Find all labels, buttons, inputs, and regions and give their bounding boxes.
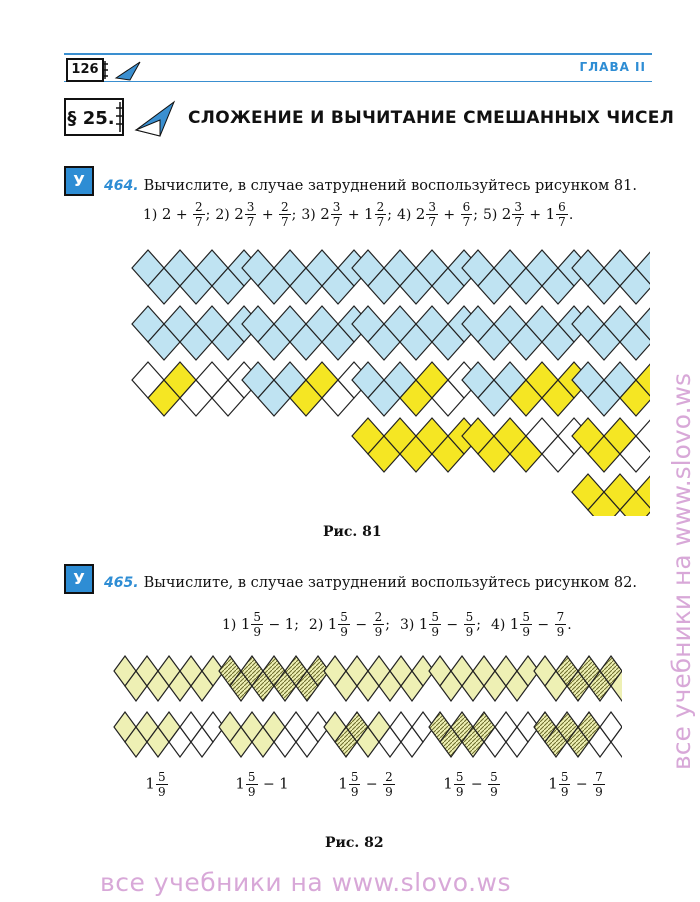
fraction bbox=[429, 610, 441, 639]
denominator: 9 bbox=[385, 785, 393, 799]
exercise-464-line bbox=[104, 175, 637, 194]
item-label: 1) bbox=[143, 206, 162, 223]
operator: − bbox=[361, 776, 383, 793]
fraction bbox=[251, 610, 263, 639]
item-label: 5) bbox=[482, 206, 502, 223]
item-label: 4) bbox=[490, 616, 510, 633]
operator: + bbox=[343, 206, 365, 223]
expression-item bbox=[482, 200, 574, 229]
fraction bbox=[512, 200, 524, 229]
operator: − bbox=[350, 616, 372, 633]
numerator: 5 bbox=[253, 610, 262, 624]
numerator: 5 bbox=[247, 770, 256, 784]
fraction bbox=[349, 770, 361, 799]
whole-part: 1 bbox=[509, 614, 520, 633]
whole-part: 1 bbox=[284, 614, 295, 633]
exercise-badge: У bbox=[64, 564, 94, 594]
whole-part: 1 bbox=[145, 774, 155, 793]
figure-81-caption: Рис. 81 bbox=[323, 524, 382, 540]
fraction bbox=[383, 770, 395, 799]
chapter-label: ГЛАВА II bbox=[579, 60, 646, 74]
denominator: 7 bbox=[246, 215, 255, 229]
expression-item bbox=[399, 610, 481, 639]
figure-82-label bbox=[117, 770, 197, 799]
item-terminator: ; bbox=[473, 206, 478, 223]
fraction bbox=[373, 610, 385, 639]
item-terminator: ; bbox=[385, 616, 390, 633]
operator: + bbox=[524, 206, 546, 223]
item-label: 3) bbox=[399, 616, 419, 633]
numerator: 2 bbox=[281, 200, 289, 214]
operator: − bbox=[571, 776, 593, 793]
numerator: 3 bbox=[514, 200, 522, 214]
denominator: 9 bbox=[522, 625, 530, 639]
item-label: 3) bbox=[301, 206, 321, 223]
exercise-465-line bbox=[104, 572, 637, 591]
denominator: 9 bbox=[350, 785, 359, 799]
numerator: 5 bbox=[157, 770, 166, 784]
figure-81 bbox=[130, 248, 650, 516]
whole-part: 1 bbox=[545, 204, 556, 223]
denominator: 7 bbox=[462, 215, 471, 229]
section-title: СЛОЖЕНИЕ И ВЫЧИТАНИЕ СМЕШАННЫХ ЧИСЕЛ bbox=[188, 108, 675, 128]
operator: + bbox=[171, 206, 193, 223]
numerator: 2 bbox=[376, 200, 385, 214]
numerator: 6 bbox=[558, 200, 566, 214]
bottom-watermark: все учебники на www.slovo.ws bbox=[100, 868, 511, 897]
header-rule-bottom bbox=[64, 81, 652, 82]
whole-part: 1 bbox=[235, 774, 245, 793]
fraction bbox=[488, 770, 500, 799]
operator: − bbox=[258, 776, 280, 793]
numerator: 5 bbox=[455, 770, 464, 784]
numerator: 2 bbox=[374, 610, 383, 624]
numerator: 5 bbox=[490, 770, 498, 784]
item-terminator: . bbox=[568, 206, 574, 223]
numerator: 6 bbox=[462, 200, 471, 214]
fraction bbox=[555, 610, 567, 639]
figure-82-label bbox=[327, 770, 407, 799]
figure-82-label bbox=[222, 770, 302, 799]
item-terminator: ; bbox=[291, 206, 297, 223]
operator: − bbox=[441, 616, 463, 633]
numerator: 3 bbox=[246, 200, 255, 214]
expression-item bbox=[301, 200, 392, 229]
denominator: 7 bbox=[195, 215, 203, 229]
exercise-number: 465. bbox=[104, 575, 139, 591]
side-watermark bbox=[666, 130, 696, 780]
numerator: 2 bbox=[195, 200, 203, 214]
fraction bbox=[375, 200, 387, 229]
fraction bbox=[454, 770, 466, 799]
denominator: 7 bbox=[558, 215, 566, 229]
expression-item bbox=[396, 200, 478, 229]
item-terminator: . bbox=[567, 616, 572, 633]
numerator: 5 bbox=[560, 770, 569, 784]
fraction bbox=[464, 610, 476, 639]
numerator: 2 bbox=[385, 770, 393, 784]
denominator: 7 bbox=[332, 215, 341, 229]
denominator: 9 bbox=[374, 625, 383, 639]
numerator: 7 bbox=[595, 770, 603, 784]
whole-part: 2 bbox=[501, 204, 512, 223]
figure-82-label bbox=[537, 770, 617, 799]
expression-item bbox=[308, 610, 390, 639]
item-terminator: ; bbox=[387, 206, 392, 223]
denominator: 7 bbox=[514, 215, 522, 229]
exercise-464-items bbox=[143, 200, 578, 229]
fraction bbox=[246, 770, 258, 799]
item-terminator: ; bbox=[476, 616, 481, 633]
figure-82-caption: Рис. 82 bbox=[325, 835, 384, 851]
whole-part: 1 bbox=[327, 614, 338, 633]
fraction bbox=[461, 200, 473, 229]
exercise-number: 464. bbox=[104, 178, 139, 194]
denominator: 9 bbox=[490, 785, 498, 799]
fraction bbox=[593, 770, 605, 799]
whole-part: 2 bbox=[320, 204, 330, 223]
item-label: 2) bbox=[308, 616, 328, 633]
operator: − bbox=[466, 776, 488, 793]
fraction bbox=[245, 200, 257, 229]
figure-82 bbox=[112, 654, 622, 764]
expression-item bbox=[490, 610, 572, 639]
denominator: 9 bbox=[157, 785, 166, 799]
denominator: 7 bbox=[428, 215, 436, 229]
denominator: 9 bbox=[455, 785, 464, 799]
item-label: 1) bbox=[222, 616, 241, 633]
exercise-text: Вычислите, в случае затруднений воспользуйтесь рисунком 82. bbox=[143, 575, 637, 591]
denominator: 9 bbox=[560, 785, 569, 799]
fraction bbox=[156, 770, 168, 799]
denominator: 9 bbox=[595, 785, 603, 799]
whole-part: 1 bbox=[364, 204, 374, 223]
operator: + bbox=[438, 206, 460, 223]
denominator: 7 bbox=[281, 215, 289, 229]
figure-82-label bbox=[432, 770, 512, 799]
denominator: 9 bbox=[465, 625, 474, 639]
denominator: 9 bbox=[247, 785, 256, 799]
fraction bbox=[556, 200, 568, 229]
numerator: 5 bbox=[350, 770, 359, 784]
operator: + bbox=[257, 206, 279, 223]
header-rule-top bbox=[64, 53, 652, 55]
numerator: 5 bbox=[522, 610, 530, 624]
whole-part: 2 bbox=[234, 204, 244, 223]
numerator: 5 bbox=[431, 610, 439, 624]
numerator: 5 bbox=[340, 610, 348, 624]
whole-part: 1 bbox=[279, 774, 289, 793]
fraction bbox=[338, 610, 350, 639]
figure-82-labels bbox=[112, 770, 622, 814]
section-number: § 25. bbox=[64, 98, 124, 136]
fraction bbox=[426, 200, 438, 229]
page-number: 126 bbox=[66, 58, 104, 82]
denominator: 7 bbox=[376, 215, 385, 229]
fraction bbox=[331, 200, 343, 229]
operator: − bbox=[264, 616, 285, 633]
denominator: 9 bbox=[340, 625, 348, 639]
numerator: 5 bbox=[465, 610, 474, 624]
fraction bbox=[559, 770, 571, 799]
exercise-text: Вычислите, в случае затруднений воспользуйтесь рисунком 81. bbox=[143, 178, 637, 194]
denominator: 9 bbox=[253, 625, 262, 639]
operator: − bbox=[532, 616, 554, 633]
whole-part: 2 bbox=[415, 204, 426, 223]
expression-item bbox=[215, 200, 297, 229]
whole-part: 1 bbox=[338, 774, 348, 793]
numerator: 3 bbox=[332, 200, 341, 214]
whole-part: 1 bbox=[418, 614, 429, 633]
numerator: 7 bbox=[556, 610, 565, 624]
item-label: 2) bbox=[215, 206, 235, 223]
denominator: 9 bbox=[556, 625, 565, 639]
item-terminator: ; bbox=[294, 616, 299, 633]
exercise-badge: У bbox=[64, 166, 94, 196]
whole-part: 2 bbox=[161, 204, 172, 223]
exercise-465-items bbox=[222, 610, 582, 639]
item-label: 4) bbox=[396, 206, 416, 223]
expression-item bbox=[222, 610, 299, 639]
expression-item bbox=[143, 200, 211, 229]
fraction bbox=[193, 200, 205, 229]
denominator: 9 bbox=[431, 625, 439, 639]
side-watermark-text: все учебники на www.slovo.ws bbox=[667, 373, 696, 770]
numerator: 3 bbox=[428, 200, 436, 214]
whole-part: 1 bbox=[443, 774, 453, 793]
section-arrow-icon bbox=[114, 96, 184, 140]
fraction bbox=[279, 200, 291, 229]
whole-part: 1 bbox=[240, 614, 251, 633]
spiral-arrow-icon bbox=[102, 58, 148, 82]
fraction bbox=[520, 610, 532, 639]
item-terminator: ; bbox=[205, 206, 211, 223]
whole-part: 1 bbox=[548, 774, 558, 793]
